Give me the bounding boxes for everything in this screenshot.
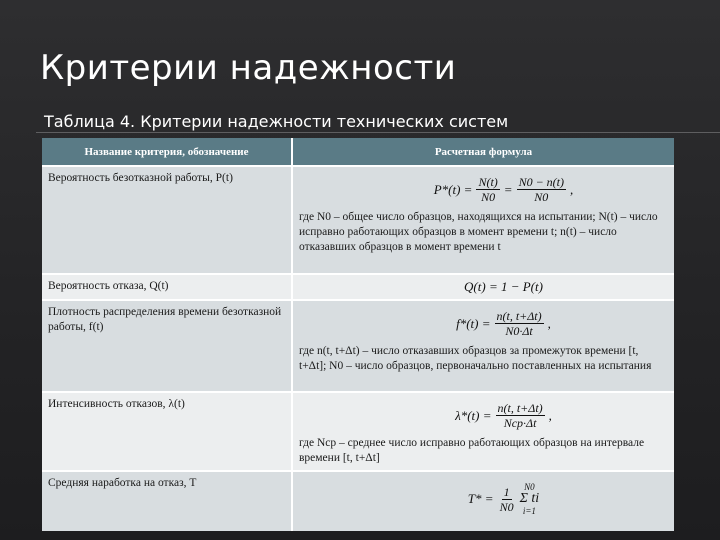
- formula-note: где n(t, t+Δt) – число отказавших образцов за промежуток времени [t, t+Δt]; N0 – число образцов, первоначально поставленных на испытания: [299, 345, 652, 372]
- criterion-name: Интенсивность отказов, λ(t): [42, 392, 292, 471]
- formula-lhs: P*(t) =: [433, 181, 473, 197]
- formula-lhs: λ*(t) =: [455, 407, 492, 423]
- table-row: [42, 166, 674, 274]
- fraction: [496, 401, 545, 430]
- header-criterion-name: Название критерия, обозначение: [42, 138, 292, 166]
- formula-note: где Nср – среднее число исправно работающих образцов на интервале времени [t, t+Δt]: [299, 437, 645, 464]
- formula-lhs: T* =: [467, 491, 494, 506]
- sum-symbol: Σ ti: [519, 491, 540, 506]
- fraction-denominator: N0: [534, 190, 549, 204]
- formula-tail: ,: [570, 181, 574, 197]
- fraction: [476, 175, 499, 204]
- formula-tail: ,: [547, 315, 551, 331]
- criterion-name: Вероятность безотказной работы, P(t): [42, 166, 292, 274]
- fraction-numerator: n(t, t+Δt): [497, 401, 543, 415]
- sum-lower-limit: i=1: [522, 506, 536, 516]
- table-caption: Таблица 4. Критерии надежности технических систем: [44, 112, 509, 131]
- formula-cell: [292, 392, 674, 471]
- title-divider: [36, 132, 720, 133]
- sum-upper-limit: N0: [524, 482, 535, 492]
- fraction-numerator: N0 − n(t): [518, 175, 565, 189]
- formula: [339, 401, 668, 430]
- header-formula: Расчетная формула: [292, 138, 674, 166]
- fraction-numerator: 1: [503, 484, 510, 499]
- formula-cell: [292, 471, 674, 531]
- table-row: [42, 392, 674, 471]
- sum-operator: [520, 482, 540, 516]
- formula: [339, 175, 668, 204]
- table-header-row: [42, 138, 674, 166]
- fraction-denominator: N0: [499, 499, 514, 514]
- fraction-numerator: n(t, t+Δt): [496, 309, 542, 323]
- formula: [339, 482, 668, 516]
- criterion-name: Вероятность отказа, Q(t): [42, 274, 292, 300]
- formula-note: где N0 – общее число образцов, находящихся на испытании; N(t) – число исправно работающих образцов в момент времени t; n(t) – число отказавших образцов в момент времени t: [299, 211, 658, 253]
- fraction: [495, 309, 544, 338]
- fraction: [517, 175, 566, 204]
- criterion-name: Плотность распределения времени безотказной работы, f(t): [42, 300, 292, 392]
- formula-cell: [292, 166, 674, 274]
- formula: [339, 309, 668, 338]
- fraction-denominator: N0·Δt: [505, 324, 533, 338]
- formula: Q(t) = 1 − P(t): [464, 279, 543, 294]
- fraction: [498, 485, 516, 514]
- table-row: [42, 471, 674, 531]
- table-row: [42, 274, 674, 300]
- formula-cell: [292, 300, 674, 392]
- fraction-denominator: Nср·Δt: [503, 416, 537, 430]
- criterion-name: Средняя наработка на отказ, T: [42, 471, 292, 531]
- formula-tail: ,: [548, 407, 552, 423]
- formula-equals: =: [503, 181, 513, 197]
- criteria-table: [42, 138, 674, 531]
- table-row: [42, 300, 674, 392]
- fraction-numerator: N(t): [478, 175, 498, 189]
- slide-title: Критерии надежности: [40, 48, 457, 88]
- formula-cell: [292, 274, 674, 300]
- formula-lhs: f*(t) =: [456, 315, 491, 331]
- fraction-denominator: N0: [481, 190, 496, 204]
